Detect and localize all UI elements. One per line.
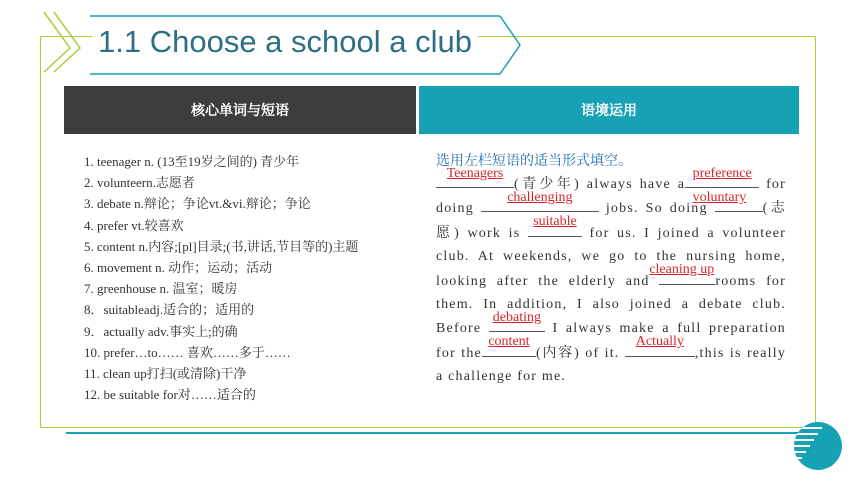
- vocab-item: 1. teenager n. (13至19岁之间的) 青少年: [84, 154, 300, 169]
- fill-in-exercise: [436, 150, 786, 389]
- vocab-item: 11. clean up打扫(或清除)干净: [84, 366, 247, 382]
- bottom-divider: [66, 432, 798, 434]
- page-title: 1.1 Choose a school a club: [92, 24, 478, 60]
- answer-blank: [482, 334, 536, 357]
- answer-blank: [692, 190, 763, 212]
- answer-text: cleaning up: [649, 262, 715, 278]
- vocab-item: 10. prefer…to…… 喜欢……多于……: [84, 344, 291, 360]
- vocab-item: 8．suitableadj.适合的；适用的: [84, 302, 255, 318]
- passage-text: jobs. So doing: [605, 201, 708, 217]
- vocab-item: 6. movement n. 动作；运动；活动: [84, 260, 273, 276]
- passage-text: rooms for them. In addition, I also joined a debate club. Before: [436, 273, 786, 337]
- vocabulary-list: [84, 151, 394, 405]
- passage-text: I always make a full preparation for the: [436, 321, 786, 361]
- header-context-usage: 语境运用: [419, 86, 799, 134]
- answer-text: Teenagers: [446, 165, 504, 181]
- passage-text: (志愿) work is: [436, 201, 786, 241]
- vocab-item: 9．actually adv.事实上;的确: [84, 323, 238, 339]
- vocab-item: 2. volunteern.志愿者: [84, 175, 195, 191]
- answer-text: Actually: [635, 334, 684, 350]
- answer-text: content: [488, 334, 530, 350]
- vocab-item: 4. prefer vt.较喜欢: [84, 217, 184, 233]
- passage-text: for us. I joined a volunteer club. At weekends, we go to the nursing home, looking after the elderly and: [436, 225, 787, 289]
- decorative-circle-icon: [788, 418, 848, 478]
- passage-text: ,this is really a challenge for me.: [436, 345, 787, 385]
- passage-text: (内容) of it.: [535, 345, 620, 361]
- answer-blank: [625, 334, 695, 357]
- vocab-item: 7. greenhouse n. 温室；暖房: [84, 281, 238, 297]
- passage-text: for doing: [436, 177, 786, 217]
- exercise-passage: [436, 165, 787, 389]
- answer-text: preference: [692, 165, 752, 181]
- passage-text: (青少年) always have a: [514, 177, 686, 192]
- vocab-item: 3. debate n.辩论；争论vt.&vi.辩论；争论: [84, 196, 311, 212]
- answer-text: voluntary: [692, 190, 747, 205]
- answer-text: challenging: [507, 190, 573, 205]
- exercise-instruction: 选用左栏短语的适当形式填空。: [436, 153, 632, 169]
- header-vocabulary: 核心单词与短语: [64, 86, 416, 134]
- vocab-item: 5. content n.内容;[pl]目录;(书,讲话,节目等的)主题: [84, 238, 359, 254]
- answer-text: debating: [492, 310, 541, 326]
- answer-blank: [528, 214, 582, 237]
- vocab-item: 12. be suitable for对……适合的: [84, 387, 256, 403]
- answer-blank: [649, 262, 715, 285]
- answer-text: suitable: [533, 214, 577, 230]
